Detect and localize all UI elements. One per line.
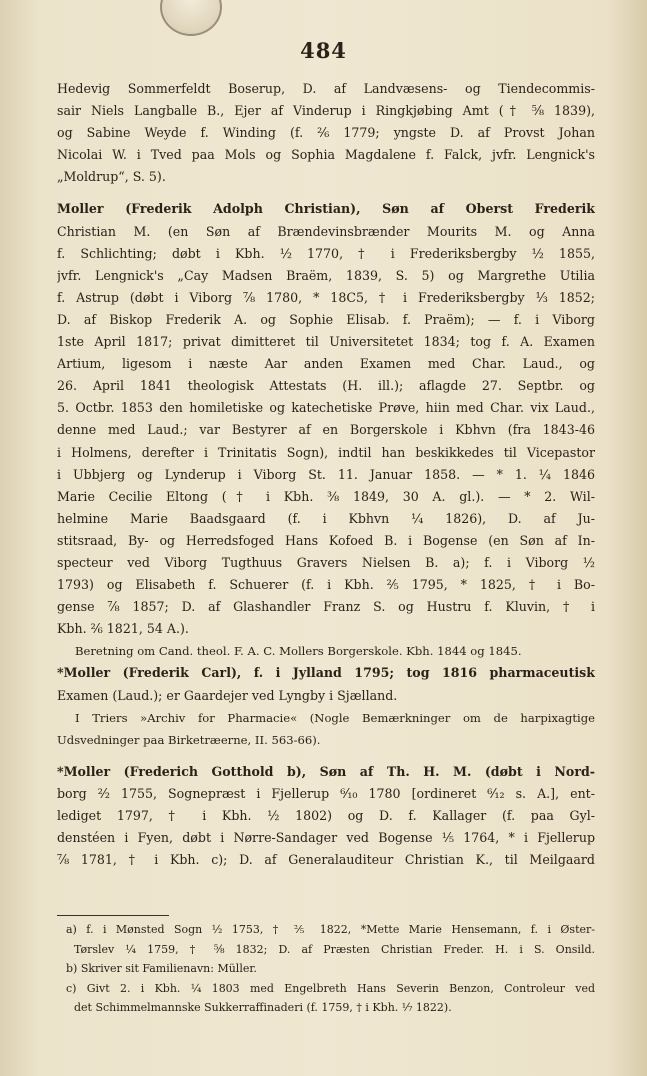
text-line: 1793) og Elisabeth f. Schuerer (f. i Kbh. ²⁄₅ 1795, * 1825, † i Bo- bbox=[57, 577, 595, 593]
footnote-line: det Schimmelmannske Sukkerraffinaderi (f. 1759, † i Kbh. ¹⁄₇ 1822). bbox=[74, 1001, 452, 1014]
paper-hole bbox=[160, 0, 222, 36]
main-text bbox=[57, 78, 595, 871]
text-line: gense ⅞ 1857; D. af Glashandler Franz S. og Hustru f. Kluvin, † i bbox=[57, 599, 595, 615]
text-line: Nicolai W. i Tved paa Mols og Sophia Magdalene f. Falck, jvfr. Lengnick's bbox=[57, 147, 595, 163]
footnote-rule bbox=[57, 915, 169, 916]
text-line: denne med Laud.; var Bestyrer af en Borgerskole i Kbhvn (fra 1843-46 bbox=[57, 422, 595, 438]
text-line: f. Astrup (døbt i Viborg ⅞ 1780, * 18C5, † i Frederiksbergby ⅓ 1852; bbox=[57, 289, 595, 305]
entry-heading-line: *Moller (Frederik Carl), f. i Jylland 1795; tog 1816 pharmaceutisk bbox=[57, 665, 595, 681]
footnote-line: c) Givt 2. i Kbh. ¼ 1803 med Engelbreth Hans Severin Benzon, Controleur ved bbox=[66, 981, 595, 995]
text-line: Christian M. (en Søn af Brændevinsbrænder Mourits M. og Anna bbox=[57, 223, 595, 239]
text-line: borg ²⁄₂ 1755, Sognepræst i Fjellerup ⁶⁄₁₀ 1780 [ordineret ⁶⁄₁₂ s. A.], ent- bbox=[57, 785, 595, 801]
footnote-line: b) Skriver sit Familienavn: Müller. bbox=[66, 962, 257, 975]
beretning-note: Beretning om Cand. theol. F. A. C. Mollers Borgerskole. Kbh. 1844 og 1845. bbox=[75, 644, 522, 659]
text-line: og Sabine Weyde f. Winding (f. ²⁄₆ 1779; yngste D. af Provst Johan bbox=[57, 125, 595, 141]
text-line: specteur ved Viborg Tugthuus Gravers Nielsen B. a); f. i Viborg ½ bbox=[57, 554, 595, 570]
text-line: 1ste April 1817; privat dimitteret til Universitetet 1834; tog f. A. Examen bbox=[57, 334, 595, 350]
text-line: ⅞ 1781, † i Kbh. c); D. af Generalauditeur Christian K., til Meilgaard bbox=[57, 852, 595, 868]
text-line: D. af Biskop Frederik A. og Sophie Elisab. f. Praëm); — f. i Viborg bbox=[57, 311, 595, 327]
text-line: helmine Marie Baadsgaard (f. i Kbhvn ¼ 1826), D. af Ju- bbox=[57, 510, 595, 526]
page-number: 484 bbox=[300, 38, 347, 63]
text-line: 26. April 1841 theologisk Attestats (H. ill.); aflagde 27. Septbr. og bbox=[57, 378, 595, 394]
text-line: jvfr. Lengnick's „Cay Madsen Braëm, 1839, S. 5) og Margrethe Utilia bbox=[57, 267, 595, 283]
text-line: sair Niels Langballe B., Ejer af Vinderup i Ringkjøbing Amt († ⅝ 1839), bbox=[57, 103, 595, 119]
entry-heading-line: Moller (Frederik Adolph Christian), Søn af Oberst Frederik bbox=[57, 201, 595, 217]
text-line: 5. Octbr. 1853 den homiletiske og katechetiske Prøve, hiin med Char. vix Laud., bbox=[57, 400, 595, 416]
text-line: Artium, ligesom i næste Aar anden Examen med Char. Laud., og bbox=[57, 356, 595, 372]
text-line: Udsvedninger paa Birketræerne, II. 563-66). bbox=[57, 732, 321, 747]
text-line: lediget 1797, † i Kbh. ½ 1802) og D. f. Kallager (f. paa Gyl- bbox=[57, 808, 595, 823]
text-line: Examen (Laud.); er Gaardejer ved Lyngby i Sjælland. bbox=[57, 687, 398, 703]
text-line: f. Schlichting; døbt i Kbh. ½ 1770, † i Frederiksbergby ½ 1855, bbox=[57, 245, 595, 261]
text-line: i Ubbjerg og Lynderup i Viborg St. 11. Januar 1858. — * 1. ¼ 1846 bbox=[57, 466, 595, 482]
text-line: stitsraad, By- og Herredsfoged Hans Kofoed B. i Bogense (en Søn af In- bbox=[57, 532, 595, 548]
footnote-line: a) f. i Mønsted Sogn ½ 1753, † ⅖ 1822, *Mette Marie Hensemann, f. i Øster- bbox=[66, 923, 595, 936]
footnotes bbox=[66, 920, 595, 1018]
footnote-line: Tørslev ¼ 1759, † ⅝ 1832; D. af Præsten Christian Freder. H. i S. Onsild. bbox=[74, 942, 595, 956]
text-line: Kbh. ²⁄₆ 1821, 54 A.). bbox=[57, 621, 189, 637]
text-line: denstéen i Fyen, døbt i Nørre-Sandager ved Bogense ¹⁄₅ 1764, * i Fjellerup bbox=[57, 830, 595, 846]
text-line: „Moldrup“, S. 5). bbox=[57, 169, 166, 185]
entry-heading-line: *Moller (Frederich Gotthold b), Søn af Th. H. M. (døbt i Nord- bbox=[57, 763, 595, 779]
text-line: I Triers »Archiv for Pharmacie« (Nogle Bemærkninger om de harpixagtige bbox=[75, 710, 595, 725]
text-line: Hedevig Sommerfeldt Boserup, D. af Landvæsens- og Tiendecommis- bbox=[57, 81, 595, 96]
text-line: Marie Cecilie Eltong († i Kbh. ⅜ 1849, 30 A. gl.). — * 2. Wil- bbox=[57, 488, 595, 504]
text-line: i Holmens, derefter i Trinitatis Sogn), indtil han beskikkedes til Vicepastor bbox=[57, 444, 595, 460]
